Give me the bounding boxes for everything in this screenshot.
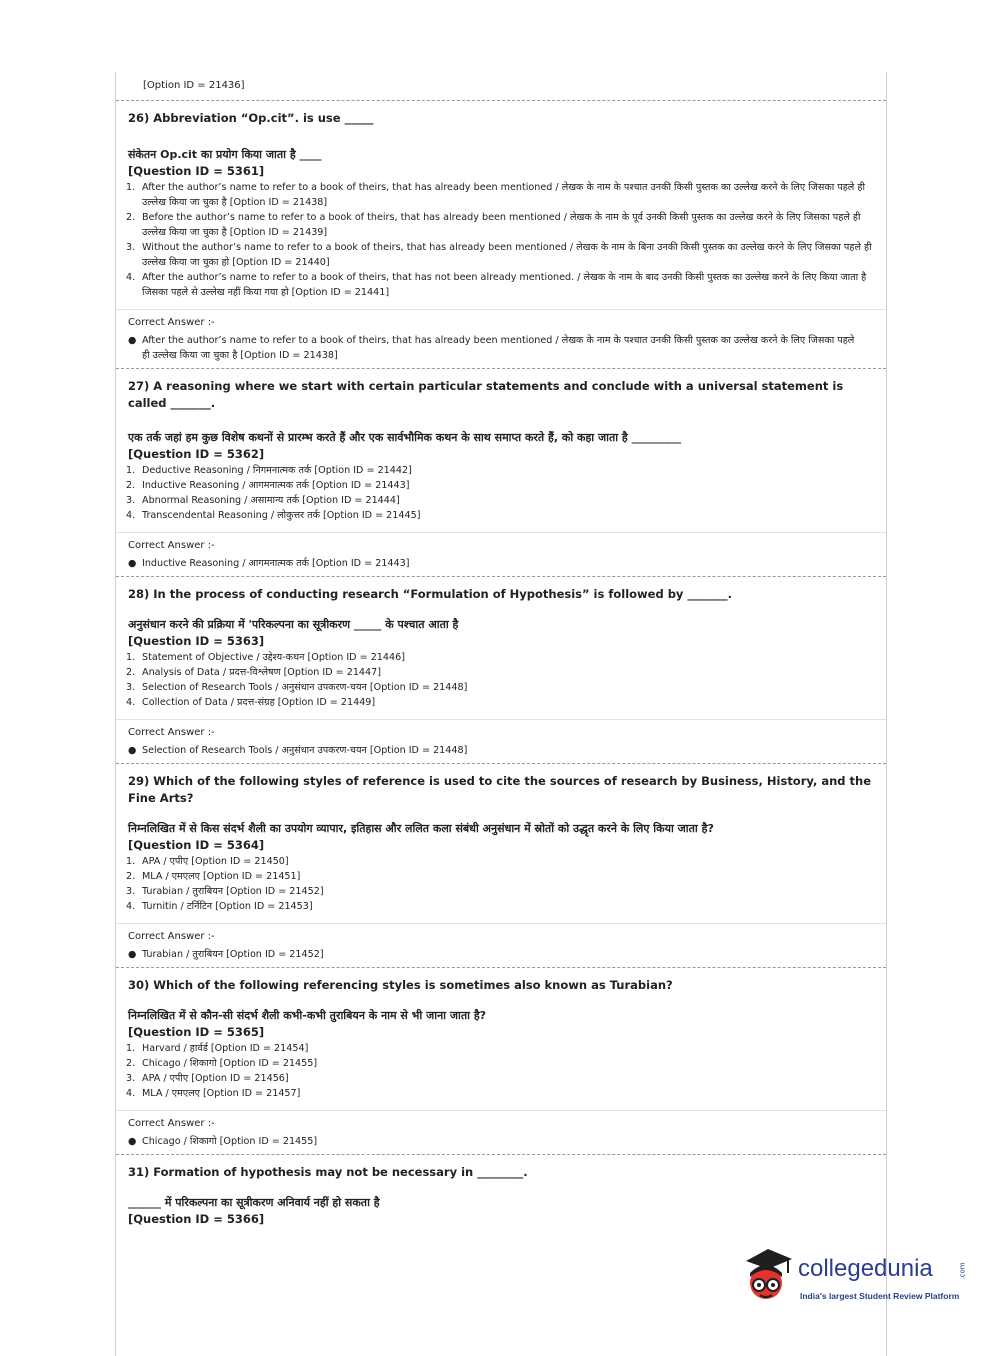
question-id: [Question ID = 5363]: [128, 634, 265, 648]
question-title: 30) Which of the following referencing styles is sometimes also known as Turabian?: [128, 978, 673, 992]
correct-answer-section: [116, 719, 886, 763]
question-block: [116, 763, 886, 967]
question-id: [Question ID = 5361]: [128, 164, 265, 178]
correct-answer: ● Selection of Research Tools / अनुसंधान उपकरण-चयन [Option ID = 21448]: [128, 745, 468, 756]
question-id: [Question ID = 5362]: [128, 447, 265, 461]
question-block: [116, 967, 886, 1154]
question-block: [116, 368, 886, 576]
bullet-icon: ●: [128, 1136, 137, 1147]
bullet-icon: ●: [128, 949, 137, 960]
correct-answer: ● After the author’s name to refer to a book of theirs, that has already been mentioned / लेखक के नाम के पश्चात उनकी किसी पुस्तक का उल्लेख करने के लिए जिसका पहले ही उल्लेख किया जा चुका है [Option ID = 21438]: [128, 335, 855, 361]
question-title: 28) In the process of conducting research “Formulation of Hypothesis” is followed by _______.: [128, 587, 733, 601]
option-item: 1. Deductive Reasoning / निगमनात्मक तर्क [Option ID = 21442]: [126, 465, 412, 476]
correct-answer-label: Correct Answer :-: [128, 1118, 215, 1129]
question-block: [116, 100, 886, 368]
option-item: 3. Selection of Research Tools / अनुसंधान उपकरण-चयन [Option ID = 21448]: [126, 682, 468, 693]
question-id: [Question ID = 5365]: [128, 1025, 265, 1039]
option-item: 1. Statement of Objective / उद्देश्य-कथन [Option ID = 21446]: [126, 652, 405, 663]
option-item: 1. After the author’s name to refer to a book of theirs, that has already been mentioned / लेखक के नाम के पश्चात उनकी किसी पुस्तक का उल्लेख करने के लिए जिसका पहले ही उल्लेख किया जा चुका है [Option ID = 21438]: [126, 182, 865, 208]
logo-wordmark: collegedunia: [798, 1255, 933, 1282]
student-mascot-icon: [738, 1243, 796, 1309]
question-title: 31) Formation of hypothesis may not be necessary in ________.: [128, 1165, 528, 1179]
correct-answer-section: [116, 1110, 886, 1154]
question-hindi: निम्नलिखित में से किस संदर्भ शैली का उपयोग व्यापार, इतिहास और ललित कला संबंधी अनुसंधान में स्रोतों को उद्धृत करने के लिए किया जाता है?: [128, 822, 714, 835]
correct-answer: ● Turabian / तुराबियन [Option ID = 21452]: [128, 949, 324, 960]
question-hindi: निम्नलिखित में से कौन-सी संदर्भ शैली कभी-कभी तुराबियन के नाम से भी जाना जाता है?: [128, 1009, 487, 1022]
question-paper-page: [115, 72, 887, 1356]
question-block: [116, 1154, 886, 1228]
correct-answer: ● Chicago / शिकागो [Option ID = 21455]: [128, 1136, 318, 1147]
bullet-icon: ●: [128, 745, 137, 756]
correct-answer-label: Correct Answer :-: [128, 727, 215, 738]
options-list: [116, 854, 886, 914]
correct-answer-section: [116, 309, 886, 368]
option-item: 1. Harvard / हार्वर्ड [Option ID = 21454]: [126, 1043, 309, 1054]
option-item: 2. Analysis of Data / प्रदत्त-विश्लेषण [Option ID = 21447]: [126, 667, 381, 678]
option-item: 2. Inductive Reasoning / आगमनात्मक तर्क [Option ID = 21443]: [126, 480, 410, 491]
question-hindi: ______ में परिकल्पना का सूत्रीकरण अनिवार्य नहीं हो सकता है: [128, 1196, 380, 1209]
option-item: 2. MLA / एमएलए [Option ID = 21451]: [126, 871, 301, 882]
options-list: [116, 1041, 886, 1101]
question-block: [116, 576, 886, 763]
collegedunia-logo[interactable]: [738, 1243, 968, 1313]
option-item: 2. Before the author’s name to refer to a book of theirs, that has already been mentioned / लेखक के नाम के पूर्व उनकी किसी पुस्तक का उल्लेख करने के लिए जिसका पहले ही उल्लेख किया जा चुका है [Option ID = 21439]: [126, 212, 861, 238]
option-item: 4. Transcendental Reasoning / लोकुत्तर तर्क [Option ID = 21445]: [126, 510, 421, 521]
option-item: 2. Chicago / शिकागो [Option ID = 21455]: [126, 1058, 318, 1069]
logo-tld: .com: [958, 1262, 967, 1280]
question-title: 27) A reasoning where we start with certain particular statements and conclude with a universal statement is called _______.: [128, 379, 844, 410]
bullet-icon: ●: [128, 558, 137, 569]
option-item: 3. Turabian / तुराबियन [Option ID = 21452]: [126, 886, 324, 897]
option-item: 4. After the author’s name to refer to a book of theirs, that has not been already mentioned. / लेखक के नाम के बाद उनकी किसी पुस्तक का उल्लेख करने के लिए किया जाता है जिसका पहले से उल्लेख नहीं किया गया हो [Option ID = 21441]: [126, 272, 867, 298]
correct-answer-label: Correct Answer :-: [128, 540, 215, 551]
bullet-icon: ●: [128, 335, 137, 346]
correct-answer-label: Correct Answer :-: [128, 317, 215, 328]
options-list: [116, 180, 886, 300]
option-item: 3. Without the author’s name to refer to a book of theirs, that has already been mentioned / लेखक के नाम के बिना उनकी किसी पुस्तक का उल्लेख करने के लिए जिसका पहले ही उल्लेख किया जा चुका हो [Option ID = 21440]: [126, 242, 872, 268]
option-item: 3. APA / एपीए [Option ID = 21456]: [126, 1073, 289, 1084]
correct-answer-label: Correct Answer :-: [128, 931, 215, 942]
option-item: 3. Abnormal Reasoning / असामान्य तर्क [Option ID = 21444]: [126, 495, 400, 506]
option-item: 4. Turnitin / टर्निटिन [Option ID = 21453]: [126, 901, 313, 912]
option-item: 1. APA / एपीए [Option ID = 21450]: [126, 856, 289, 867]
options-list: [116, 463, 886, 523]
option-item: 4. MLA / एमएलए [Option ID = 21457]: [126, 1088, 301, 1099]
question-hindi: एक तर्क जहां हम कुछ विशेष कथनों से प्रारम्भ करते हैं और एक सार्वभौमिक कथन के साथ समाप्त करते हैं, को कहा जाता है _________: [128, 431, 682, 444]
question-hindi: संकेतन Op.cit का प्रयोग किया जाता है ____: [128, 148, 322, 161]
correct-answer: ● Inductive Reasoning / आगमनात्मक तर्क [Option ID = 21443]: [128, 558, 410, 569]
question-id: [Question ID = 5364]: [128, 838, 265, 852]
previous-option-id: [Option ID = 21436]: [143, 80, 245, 91]
option-item: 4. Collection of Data / प्रदत्त-संग्रह [Option ID = 21449]: [126, 697, 376, 708]
question-hindi: अनुसंधान करने की प्रक्रिया में 'परिकल्पना का सूत्रीकरण _____ के पश्चात आता है: [128, 618, 459, 631]
logo-tagline: India's largest Student Review Platform: [800, 1291, 960, 1301]
question-title: 26) Abbreviation “Op.cit”. is use _____: [128, 111, 374, 125]
options-list: [116, 650, 886, 710]
correct-answer-section: [116, 532, 886, 576]
correct-answer-section: [116, 923, 886, 967]
question-id: [Question ID = 5366]: [128, 1212, 265, 1226]
question-title: 29) Which of the following styles of reference is used to cite the sources of research by Business, History, and the Fine Arts?: [128, 774, 872, 805]
